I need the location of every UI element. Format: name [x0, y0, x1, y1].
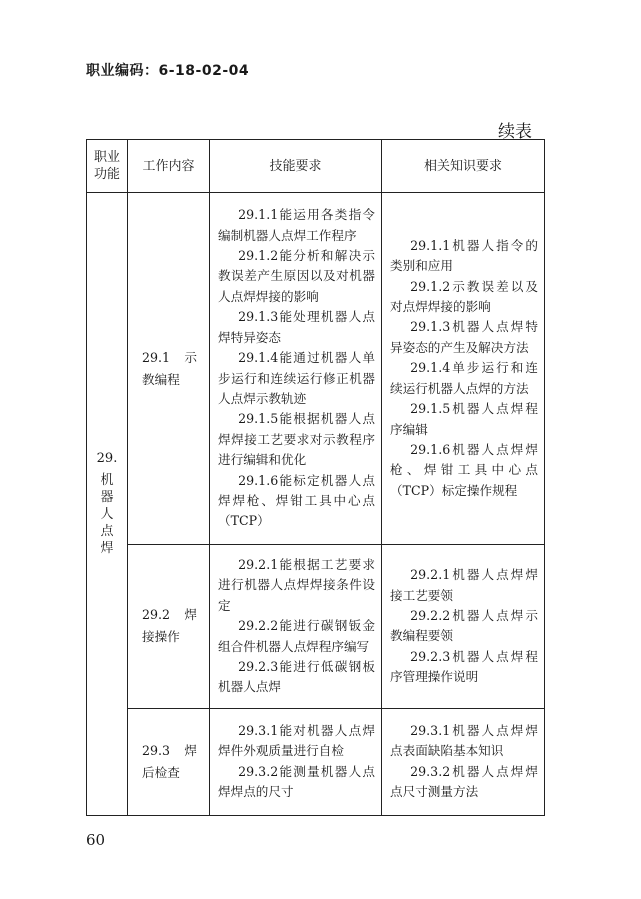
header-function: 职业功能 [87, 140, 128, 193]
header-skill-requirements: 技能要求 [210, 140, 382, 193]
function-name: 机器人点焊 [100, 473, 114, 557]
knowledge-item: 29.2.3机器人点焊程序管理操作说明 [390, 648, 538, 685]
skill-cell [210, 193, 382, 545]
knowledge-item: 29.1.3机器人点焊特异姿态的产生及解决方法 [390, 319, 538, 355]
knowledge-item: 29.1.1机器人指令的类别和应用 [390, 237, 538, 274]
page-number: 60 [86, 831, 106, 849]
knowledge-item: 29.1.4单步运行和连续运行机器人点焊的方法 [390, 360, 538, 396]
knowledge-item: 29.1.5机器人点焊程序编辑 [390, 401, 538, 437]
header-work-content: 工作内容 [128, 140, 210, 193]
table-row [87, 708, 545, 815]
knowledge-cell [382, 708, 545, 815]
knowledge-cell [382, 193, 545, 545]
table-row [87, 545, 545, 709]
skill-item: 29.2.3能进行低碳钢板机器人点焊 [218, 659, 375, 695]
header-knowledge-requirements: 相关知识要求 [382, 140, 545, 193]
skill-item: 29.3.2能测量机器人点焊焊点的尺寸 [218, 763, 375, 800]
knowledge-item: 29.3.1机器人点焊焊点表面缺陷基本知识 [390, 723, 538, 759]
work-content-cell: 29.1 示教编程 [128, 193, 210, 545]
skill-item: 29.1.5能根据机器人点焊焊接工艺要求对示教程序进行编辑和优化 [218, 411, 375, 468]
function-number: 29. [96, 451, 118, 467]
skill-cell [210, 708, 382, 815]
skill-item: 29.3.1能对机器人点焊焊件外观质量进行自检 [218, 723, 375, 759]
skills-table [86, 139, 545, 816]
skill-item: 29.1.1能运用各类指令编制机器人点焊工作程序 [218, 207, 375, 243]
occupation-code: 职业编码：6-18-02-04 [86, 63, 250, 79]
function-cell [87, 193, 128, 816]
skill-item: 29.1.2能分析和解决示教误差产生原因以及对机器人点焊焊接的影响 [218, 248, 375, 304]
continued-label: 续表 [498, 122, 532, 142]
knowledge-item: 29.1.6机器人点焊焊枪、焊钳工具中心点（TCP）标定操作规程 [390, 441, 538, 498]
work-content-cell: 29.2 焊接操作 [128, 545, 210, 709]
skill-item: 29.2.2能进行碳钢钣金组合件机器人点焊程序编写 [218, 618, 375, 654]
knowledge-item: 29.1.2示教误差以及对点焊焊接的影响 [390, 278, 538, 315]
skill-cell [210, 545, 382, 709]
table-header-row [87, 140, 545, 193]
knowledge-item: 29.2.2机器人点焊示教编程要领 [390, 608, 538, 644]
knowledge-item: 29.2.1机器人点焊焊接工艺要领 [390, 567, 538, 603]
skill-item: 29.1.4能通过机器人单步运行和连续运行修正机器人点焊示教轨迹 [218, 350, 375, 406]
skill-item: 29.1.6能标定机器人点焊焊枪、焊钳工具中心点（TCP） [218, 472, 375, 529]
knowledge-item: 29.3.2机器人点焊焊点尺寸测量方法 [390, 763, 538, 800]
work-content-cell: 29.3 焊后检查 [128, 708, 210, 815]
table-row [87, 193, 545, 545]
skill-item: 29.1.3能处理机器人点焊特异姿态 [218, 309, 375, 345]
skill-item: 29.2.1能根据工艺要求进行机器人点焊焊接条件设定 [218, 557, 375, 613]
knowledge-cell [382, 545, 545, 709]
